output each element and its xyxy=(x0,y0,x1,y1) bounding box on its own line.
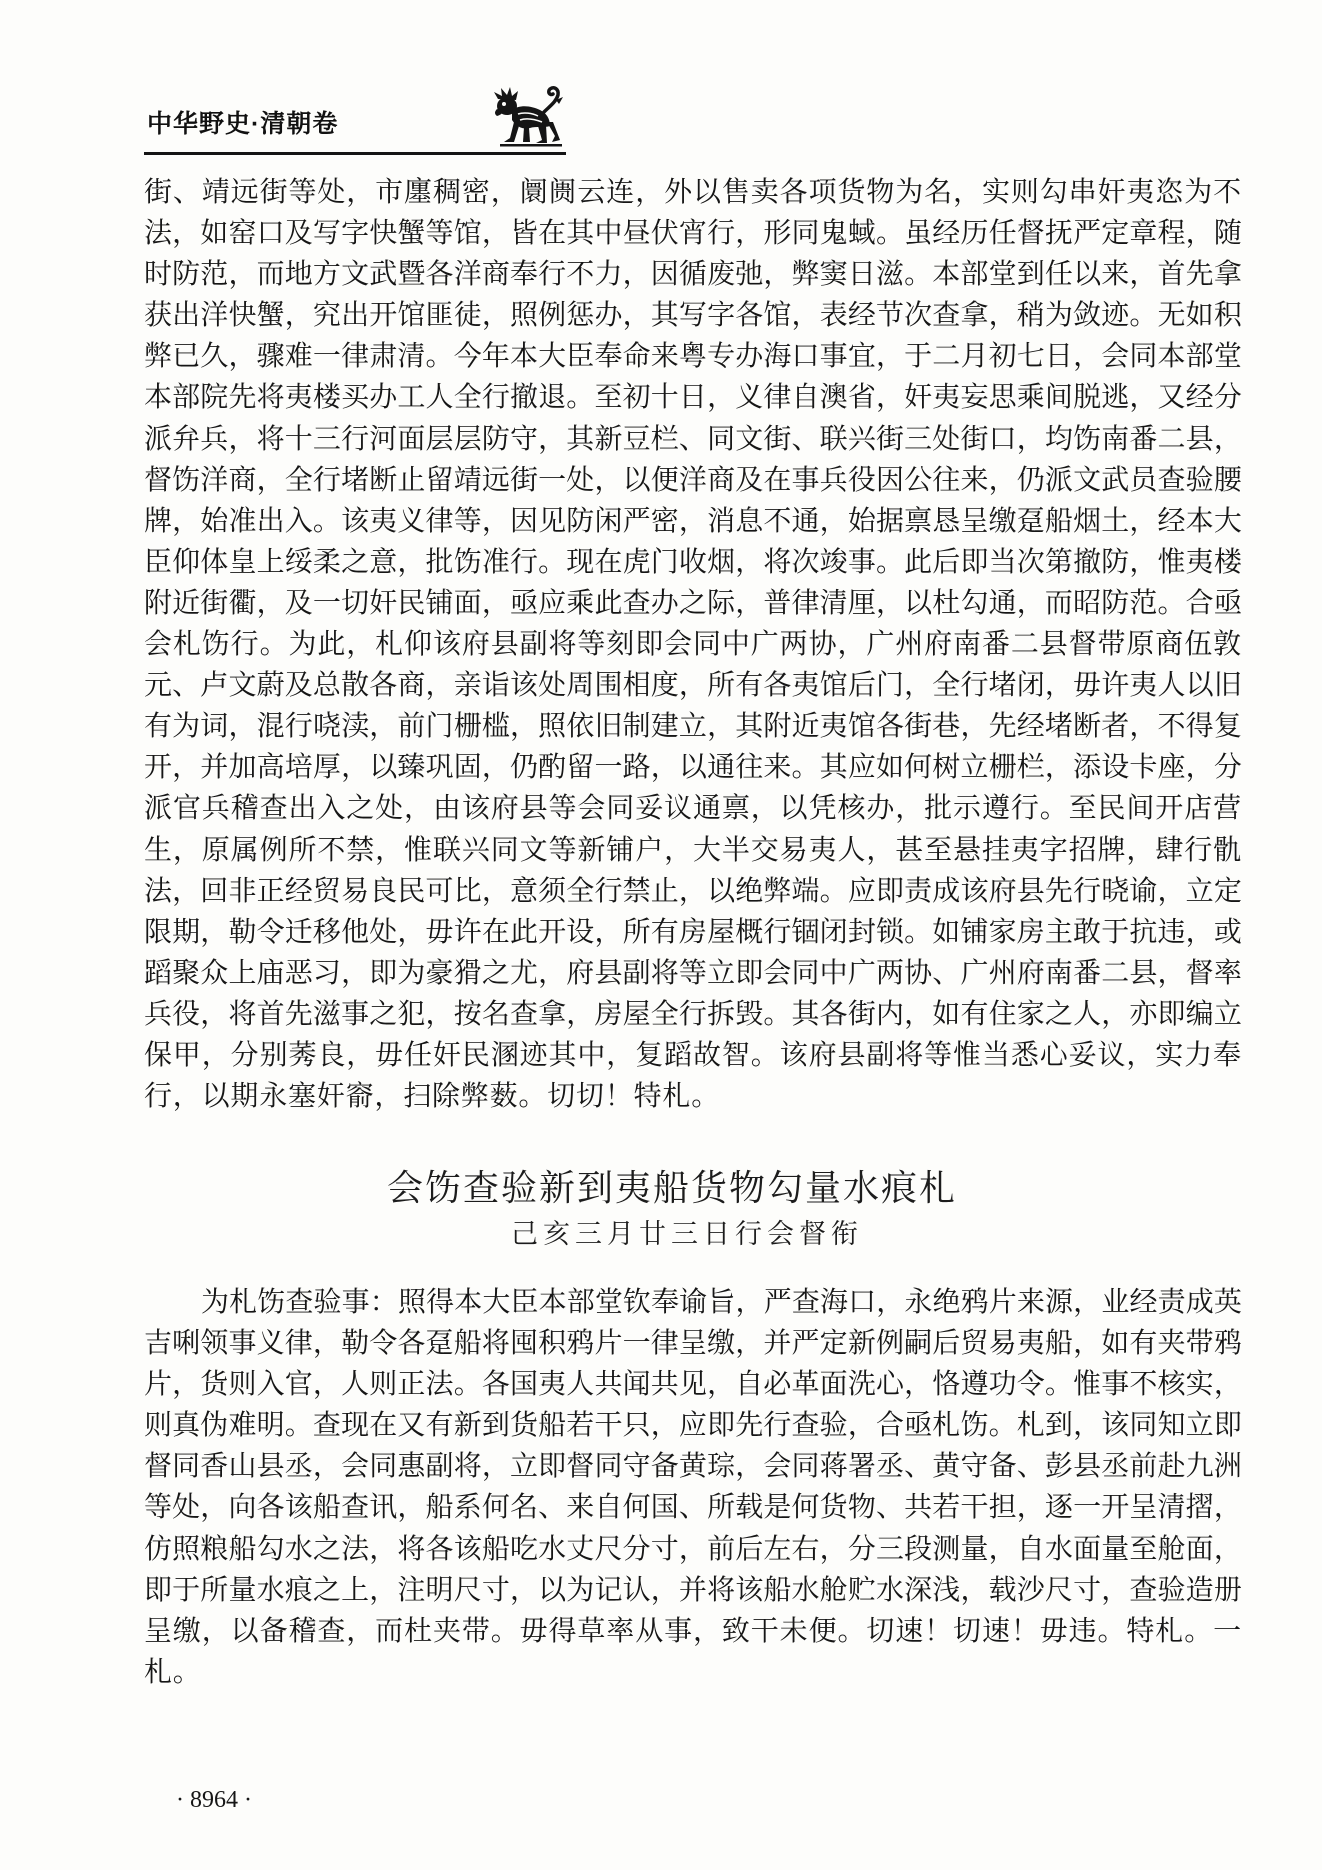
text-line-content: 弊已久，骤难一律肃清。今年本大臣奉命来粤专办海口事宜，于二月初七日，会同本部堂 xyxy=(144,339,1242,373)
text-line xyxy=(144,705,1242,746)
text-line xyxy=(144,294,1242,335)
text-line xyxy=(144,376,1242,417)
text-line-content: 为札饬查验事：照得本大臣本部堂钦奉谕旨，严查海口，永绝鸦片来源，业经责成英 xyxy=(201,1285,1242,1318)
text-line-content: 兵役，将首先滋事之犯，按名查拿，房屋全行拆毁。其各街内，如有住家之人，亦即编立 xyxy=(144,996,1242,1030)
text-line-content: 督饬洋商，全行堵断止留靖远街一处，以便洋商及在事兵役因公往来，仍派文武员查验腰 xyxy=(144,462,1242,496)
text-line-content: 会札饬行。为此，札仰该府县副将等刻即会同中广两协，广州府南番二县督带原商伍敦 xyxy=(144,627,1242,661)
text-line-content: 生，原属例所不禁，惟联兴同文等新铺户，大半交易夷人，甚至悬挂夷字招牌，肆行骩 xyxy=(144,832,1242,866)
text-line-content: 法，回非正经贸易良民可比，意须全行禁止，以绝弊端。应即责成该府县先行晓谕，立定 xyxy=(144,873,1242,907)
text-line-content: 限期，勒令迁移他处，毋许在此开设，所有房屋概行锢闭封锁。如铺家房主敢于抗违，或 xyxy=(144,914,1242,948)
text-line xyxy=(144,1075,1242,1116)
text-line-content: 保甲，分别莠良，毋任奸民溷迹其中，复蹈故智。该府县副将等惟当悉心妥议，实力奉 xyxy=(144,1037,1242,1071)
text-line xyxy=(144,1528,1242,1569)
article-paragraph xyxy=(144,1281,1242,1692)
text-line-content: 本部院先将夷楼买办工人全行撤退。至初十日，义律自澳省，奸夷妄思乘间脱逃，又经分 xyxy=(144,380,1242,414)
text-line xyxy=(144,1404,1242,1445)
text-line xyxy=(144,212,1242,253)
text-line-content: 元、卢文蔚及总散各商，亲诣该处周围相度，所有各夷馆后门，全行堵闭，毋许夷人以旧 xyxy=(144,668,1242,702)
text-line-content: 行，以期永塞奸窬，扫除弊薮。切切！特札。 xyxy=(144,1079,721,1113)
text-line-content: 臣仰体皇上绥柔之意，批饬准行。现在虎门收烟，将次竣事。此后即当次第撤防，惟夷楼 xyxy=(144,544,1242,578)
text-line-content: 有为词，混行哓渎，前门栅槛，照依旧制建立，其附近夷馆各街巷，先经堵断者，不得复 xyxy=(144,709,1242,743)
text-line-content: 派弁兵，将十三行河面层层防守，其新豆栏、同文街、联兴街三处街口，均饬南番二县， xyxy=(144,421,1242,455)
text-line xyxy=(144,1569,1242,1610)
text-line xyxy=(144,1651,1242,1692)
text-line xyxy=(201,1281,1242,1322)
text-line-content: 仿照粮船勾水之法，将各该船吃水丈尺分寸，前后左右，分三段测量，自水面量至舱面， xyxy=(144,1531,1242,1565)
text-line xyxy=(144,418,1242,459)
article-title: 会饬查验新到夷船货物勾量水痕札 xyxy=(386,1168,957,1209)
text-line-content: 开，并加高培厚，以臻巩固，仍酌留一路，以通往来。其应如何树立栅栏，添设卡座，分 xyxy=(144,750,1242,784)
text-line-content: 则真伪难明。查现在又有新到货船若干只，应即先行查验，合亟札饬。札到，该同知立即 xyxy=(144,1408,1242,1442)
text-line xyxy=(144,911,1242,952)
text-line-content: 获出洋快蟹，究出开馆匪徒，照例惩办，其写字各馆，表经节次查拿，稍为敛迹。无如积 xyxy=(144,298,1242,332)
text-line xyxy=(144,253,1242,294)
text-line-content: 吉唎领事义律，勒令各趸船将囤积鸦片一律呈缴，并严定新例嗣后贸易夷船，如有夹带鸦 xyxy=(144,1326,1242,1360)
text-line xyxy=(144,500,1242,541)
text-line-content: 时防范，而地方文武暨各洋商奉行不力，因循废弛，弊窦日滋。本部堂到任以来，首先拿 xyxy=(144,257,1242,291)
header-rule xyxy=(144,152,566,155)
text-line-content: 督同香山县丞，会同惠副将，立即督同守备黄琮，会同蒋署丞、黄守备、彭县丞前赴九洲 xyxy=(144,1449,1242,1483)
text-line-content: 牌，始准出入。该夷义律等，因见防闲严密，消息不通，始据禀恳呈缴趸船烟土，经本大 xyxy=(144,503,1242,537)
text-line-content: 即于所量水痕之上，注明尺寸，以为记认，并将该船水舱贮水深浅，载沙尺寸，查验造册 xyxy=(144,1572,1242,1606)
article-subtitle: 己亥三月廿三日行会督衔 xyxy=(511,1219,863,1250)
text-line xyxy=(144,1445,1242,1486)
text-line-content: 等处，向各该船查讯，船系何名、来自何国、所载是何货物、共若干担，逐一开呈清摺， xyxy=(144,1490,1242,1524)
page-number: · 8964 · xyxy=(176,1787,252,1813)
text-line xyxy=(144,1610,1242,1651)
text-line xyxy=(144,623,1242,664)
text-line xyxy=(144,582,1242,623)
text-line xyxy=(144,1363,1242,1404)
text-line xyxy=(144,746,1242,787)
text-line-content: 片，货则入官，人则正法。各国夷人共闻共见，自必革面洗心，恪遵功令。惟事不核实， xyxy=(144,1367,1242,1401)
continued-paragraph xyxy=(144,171,1242,1116)
dragon-emblem-icon xyxy=(492,82,566,150)
text-line xyxy=(144,952,1242,993)
text-line xyxy=(144,870,1242,911)
text-line-content: 札。 xyxy=(144,1654,202,1688)
text-line-content: 蹈聚众上庙恶习，即为豪猾之尤，府县副将等立即会同中广两协、广州府南番二县，督率 xyxy=(144,955,1242,989)
running-header-title: 中华野史·清朝卷 xyxy=(147,110,339,138)
text-line xyxy=(144,1322,1242,1363)
text-line xyxy=(144,1034,1242,1075)
text-line-content: 附近街衢，及一切奸民铺面，亟应乘此查办之际，普律清厘，以杜勾通，而昭防范。合亟 xyxy=(144,585,1242,619)
text-line xyxy=(144,664,1242,705)
text-line-content: 街、靖远街等处，市廛稠密，阛阓云连，外以售卖各项货物为名，实则勾串奸夷恣为不 xyxy=(144,175,1242,208)
text-line xyxy=(144,335,1242,376)
text-line xyxy=(144,541,1242,582)
text-line-content: 呈缴，以备稽查，而杜夹带。毋得草率从事，致干未便。切速！切速！毋违。特札。一 xyxy=(144,1613,1242,1647)
text-line xyxy=(144,787,1242,828)
text-line xyxy=(144,829,1242,870)
text-line xyxy=(144,459,1242,500)
text-line-content: 法，如窑口及写字快蟹等馆，皆在其中昼伏宵行，形同鬼蜮。虽经历任督抚严定章程，随 xyxy=(144,216,1242,250)
text-line xyxy=(144,993,1242,1034)
text-line xyxy=(144,1486,1242,1527)
text-line-content: 派官兵稽查出入之处，由该府县等会同妥议通禀，以凭核办，批示遵行。至民间开店营 xyxy=(144,791,1242,825)
text-line xyxy=(144,171,1242,212)
